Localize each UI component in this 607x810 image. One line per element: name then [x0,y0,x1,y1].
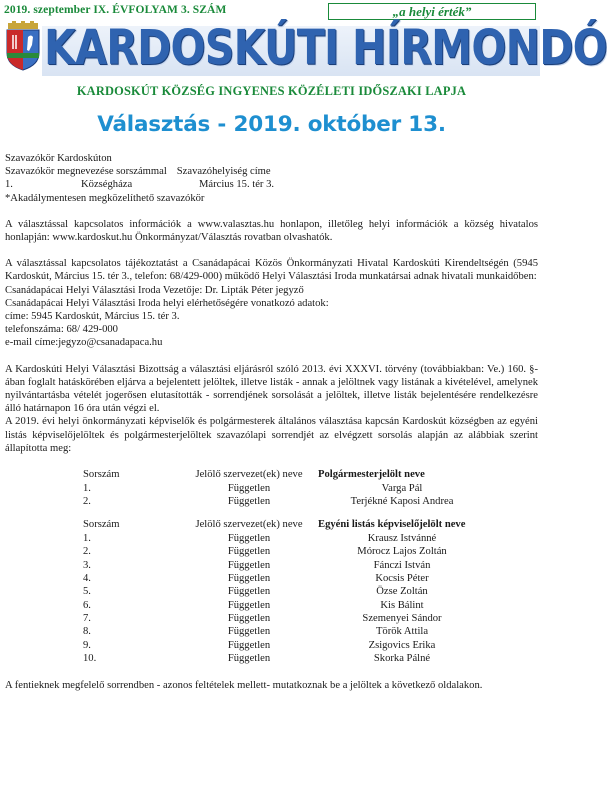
table-row [83,612,486,625]
row-org: Független [227,482,271,494]
masthead-title: KARDOSKÚTI HÍRMONDÓ [44,20,607,76]
polling-row-address: Március 15. tér 3. [199,179,275,191]
row-org: Független [227,572,271,584]
polling-header-col1: Szavazókör megnevezése sorszámmal [5,166,167,178]
coat-of-arms-icon [4,23,42,71]
table-row [83,572,486,585]
row-name: Zsigovics Erika [368,639,436,651]
page-headline: Választás - 2019. október 13. [97,112,446,137]
polling-header-row [5,165,538,178]
table-row [83,625,486,638]
row-org: Független [227,653,271,665]
masthead [0,0,607,112]
row-org: Független [227,532,271,544]
row-name: Kis Bálint [380,599,424,611]
row-number: 5. [83,586,91,598]
row-name: Skorka Pálné [373,653,431,665]
row-number: 1. [83,482,91,494]
council-candidates-table [83,518,486,665]
office-contact-title: Csanádapácai Helyi Választási Iroda helyi elérhetőségére vonatkozó adatok: [5,297,329,309]
masthead-subtitle: KARDOSKÚT KÖZSÉG INGYENES KÖZÉLETI IDŐSZAKI LAPJA [76,84,467,98]
polling-row [5,178,538,191]
row-name: Krausz Istvánné [367,532,437,544]
polling-row-num: 1. [5,179,13,191]
row-org: Független [227,559,271,571]
mayor-candidates-table [83,468,486,508]
row-name: Özse Zoltán [376,586,428,598]
row-name: Mórocz Lajos Zoltán [357,546,447,558]
row-name: Kocsis Péter [375,572,429,584]
row-org: Független [227,495,271,507]
row-org: Független [227,626,271,638]
row-org: Független [227,586,271,598]
col-org-header: Jelölő szervezet(ek) neve [195,469,303,481]
row-number: 9. [83,639,91,651]
issue-line: 2019. szeptember IX. ÉVFOLYAM 3. SZÁM [4,4,227,16]
table-row [83,652,486,665]
table-row [83,532,486,545]
row-number: 8. [83,626,91,638]
row-number: 10. [83,653,97,665]
slogan: „a helyi érték” [328,3,536,20]
row-org: Független [227,613,271,625]
office-phone: telefonszáma: 68/ 429-000 [5,324,118,336]
polling-row-name: Községháza [81,179,133,191]
row-number: 2. [83,546,91,558]
row-org: Független [227,639,271,651]
row-number: 1. [83,532,91,544]
paragraph-committee: A Kardoskúti Helyi Választási Bizottság a választási eljárásról szóló 2013. évi XXXVI. törvény (továbbiakban: Ve.) 160. §-ában foglalt hatáskörében eljárva a bejelentett jelöltek, illetve listák - annak a jelöltnek vagy listának a kivételével, amelynek nyilvántartásba vételét jogerősen elutasították - sorrendjének sorsolását a jelöltek, illetve listák bejelentésére rendelkezésre álló határnapon 16 óra után végzi el. [5,363,538,415]
row-number: 2. [83,495,91,507]
office-address: címe: 5945 Kardoskút, Március 15. tér 3. [5,311,180,323]
table-row [83,558,486,571]
table-row [83,495,486,508]
table-row [83,545,486,558]
row-name: Varga Pál [381,482,423,494]
row-name: Fánczi István [373,559,431,571]
col-number-header: Sorszám [83,519,120,531]
col-name-header: Polgármesterjelölt neve [318,469,425,481]
row-number: 7. [83,613,91,625]
office-email: e-mail címe:jegyzo@csanadapaca.hu [5,337,163,349]
row-number: 3. [83,559,91,571]
col-org-header: Jelölő szervezet(ek) neve [195,519,303,531]
row-name: Szemenyei Sándor [362,613,442,625]
table-row [83,639,486,652]
col-number-header: Sorszám [83,469,120,481]
article-body [5,152,538,692]
table-row [83,481,486,494]
table-row [83,599,486,612]
office-leader: Csanádapácai Helyi Választási Iroda Vezetője: Dr. Lipták Péter jegyző [5,284,304,296]
row-org: Független [227,546,271,558]
table-header-row [83,468,486,481]
table-header-row [83,518,486,531]
footer-note: A fentieknek megfelelő sorrendben - azonos feltételek mellett- mutatkoznak be a jelöltek a következő oldalakon. [5,679,483,691]
row-number: 6. [83,599,91,611]
polling-header-col2: Szavazóhelyiség címe [176,166,271,178]
row-name: Török Attila [375,626,429,638]
col-name-header: Egyéni listás képviselőjelölt neve [318,519,466,531]
table-row [83,585,486,598]
paragraph-office: A választással kapcsolatos tájékoztatást a Csanádapácai Közös Önkormányzati Hivatal Kardoskúti Kirendeltségén (5945 Kardoskút, Március 15. tér 3., telefon: 68/429-000) működő Helyi Választási Iroda munkatársai adnak hivatali munkaidőben: [5,258,538,283]
polling-line: Szavazókör Kardoskúton [5,153,112,164]
row-name: Terjékné Kaposi Andrea [350,495,454,507]
paragraph-info: A választással kapcsolatos információk a www.valasztas.hu honlapon, illetőleg helyi információk a község hivatalos honlapján: www.kardoskut.hu Önkormányzat/Választás rovatban olvashatók. [5,218,538,244]
row-number: 4. [83,572,91,584]
paragraph-order: A 2019. évi helyi önkormányzati képviselők és polgármesterek általános választása kapcsán Kardoskút községben az egyéni listás képviselőjelöltek és polgármesterjelöltek szavazólapi sorrendjét az elvégzett sorsolás alapján az alábbiak szerint állapította meg: [5,416,538,454]
polling-note: *Akadálymentesen megközelíthető szavazókör [5,192,205,204]
row-org: Független [227,599,271,611]
